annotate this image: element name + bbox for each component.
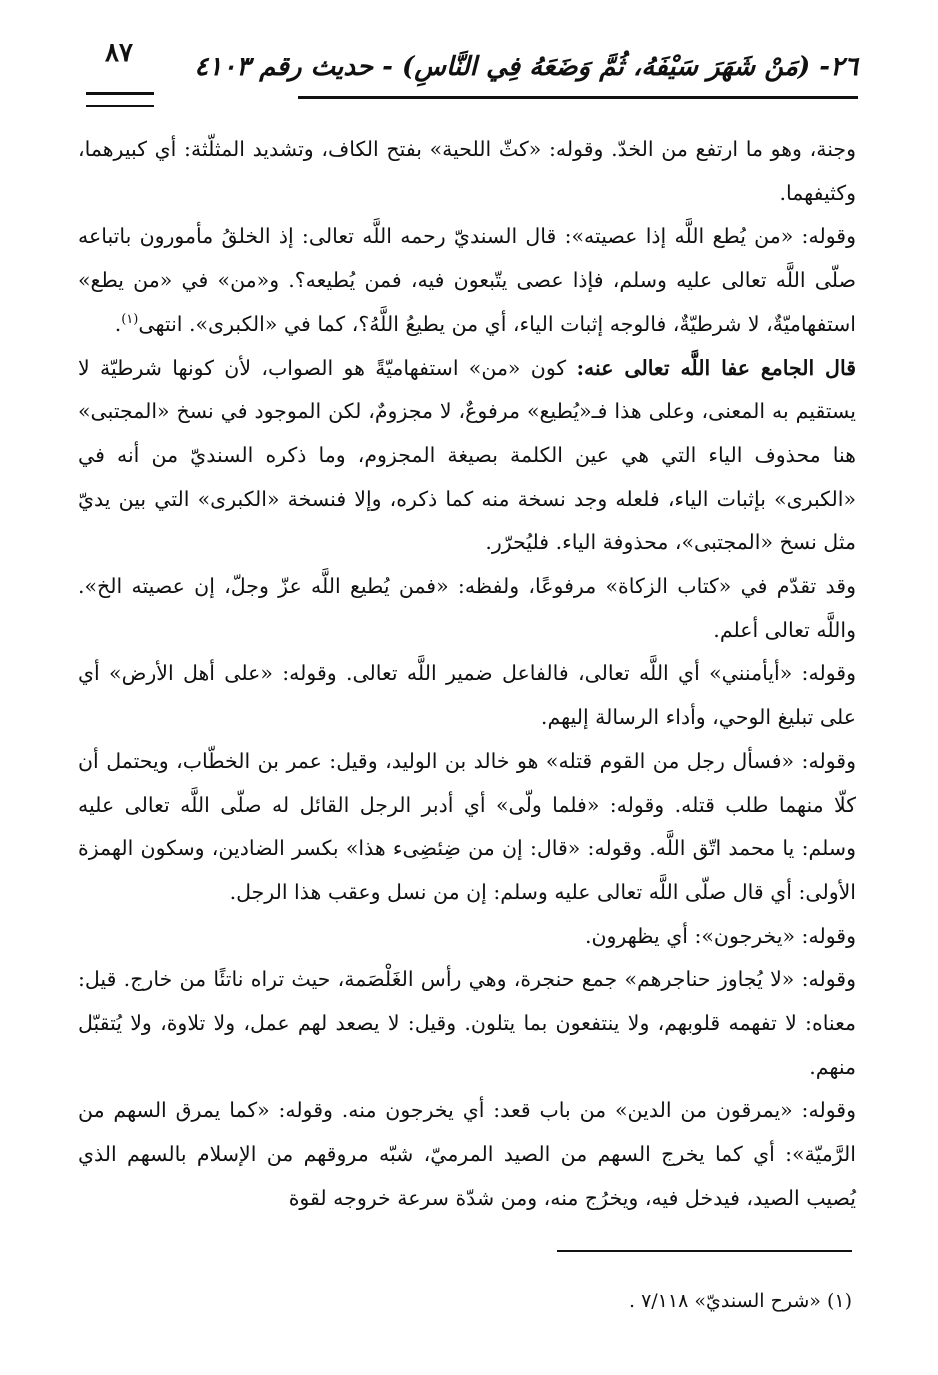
paragraph: [78, 740, 856, 915]
running-header: [78, 40, 858, 110]
paragraph-lead: قال الجامع عفا اللَّه تعالى عنه:: [576, 355, 856, 380]
footnote-separator: [557, 1250, 852, 1252]
chapter-title: ٢٦- (مَنْ شَهَرَ سَيْفَهُ، ثُمَّ وَضَعَهُ فِي النَّاسِ) - حديث رقم ٤١٠٣: [194, 52, 858, 82]
paragraph: [78, 215, 856, 346]
paragraph-text: وقوله: «فسأل رجل من القوم قتله» هو خالد بن الوليد، وقيل: عمر بن الخطّاب، ويحتمل أن كلّا منهما طلب قتله. وقوله: «فلما ولّى» أي أدبر الرجل القائل له صلّى اللَّه تعالى عليه وسلم: يا محمد اتّق اللَّه. وقوله: «قال: إن من ضِئضِىء هذا» بكسر الضادين، وسكون الهمزة الأولى: أي قال صلّى اللَّه تعالى عليه وسلم: إن من نسل وعقب هذا الرجل.: [78, 748, 856, 904]
page-number: ٨٧: [105, 38, 133, 68]
header-rule: [298, 96, 858, 99]
page-number-rule: [86, 92, 154, 107]
paragraph-text: وقوله: «يمرقون من الدين» من باب قعد: أي يخرجون منه. وقوله: «كما يمرق السهم من الرَّميّة»: أي كما يخرج السهم من الصيد المرميّ، شبّه مروقهم من الإسلام بالسهم الذي يُصيب الصيد، فيدخل فيه، ويخرُج منه، ومن شدّة سرعة خروجه لقوة: [78, 1098, 856, 1210]
footnote: (١) «شرح السنديّ» ٧/١١٨ .: [628, 1290, 852, 1312]
paragraph-text: وجنة، وهو ما ارتفع من الخدّ. وقوله: «كثّ اللحية» بفتح الكاف، وتشديد المثلّثة: أي كبيرهما، وكثيفهما.: [78, 137, 856, 205]
footnote-marker: (١): [121, 311, 139, 327]
paragraph: [78, 958, 856, 1089]
paragraph: [78, 347, 856, 566]
paragraph: [78, 915, 856, 959]
paragraph-text: وقوله: «يخرجون»: أي يظهرون.: [584, 923, 856, 948]
paragraph-text: وقوله: «لا يُجاوز حناجرهم» جمع حنجرة، وهي رأس الغَلْصَمة، حيث تراه ناتئًا من خارج. قيل: معناه: لا تفهمه قلوبهم، ولا ينتفعون بما يتلون. وقيل: لا يصعد لهم عمل، ولا تلاوة، ولا يُتقبّل منهم.: [78, 967, 856, 1079]
paragraph-text: وقوله: «أيأمنني» أي اللَّه تعالى، فالفاعل ضمير اللَّه تعالى. وقوله: «على أهل الأرض» أي على تبليغ الوحي، وأداء الرسالة إليهم.: [78, 661, 856, 730]
paragraph: [78, 1089, 856, 1220]
paragraph-text: وقوله: «من يُطع اللَّه إذا عصيته»: قال السنديّ رحمه اللَّه تعالى: إذ الخلقُ مأمورون باتباعه صلّى اللَّه تعالى عليه وسلم، فإذا عصى يتّبعون فيه، فمن يُطيعه؟. و«من» في «من يطع» استفهاميّةٌ، لا شرطيّةٌ، فالوجه إثبات الياء، أي من يطيعُ اللَّهُ؟، كما في «الكبرى». انتهى: [78, 224, 856, 336]
paragraph-text: وقد تقدّم في «كتاب الزكاة» مرفوعًا، ولفظه: «فمن يُطيع اللَّه عزّ وجلّ، إن عصيته الخ». واللَّه تعالى أعلم.: [78, 574, 856, 642]
paragraph-tail: .: [114, 311, 122, 336]
paragraph: [78, 128, 856, 215]
paragraph: [78, 565, 856, 652]
main-text: [78, 128, 856, 1221]
paragraph: [78, 652, 856, 739]
paragraph-text: كون «من» استفهاميّةً هو الصواب، لأن كونها شرطيّة لا يستقيم به المعنى، وعلى هذا فـ«يُطيع» مرفوعٌ، لا مجزومٌ، لكن الموجود في نسخ «المجتبى» هنا محذوف الياء التي هي عين الكلمة بصيغة المجزوم، وما ذكره السنديّ من أنه في «الكبرى» بإثبات الياء، فلعله وجد نسخة منه كما ذكره، وإلا فنسخة «الكبرى» التي بين يديّ مثل نسخ «المجتبى»، محذوفة الياء. فليُحرّر.: [78, 355, 856, 555]
